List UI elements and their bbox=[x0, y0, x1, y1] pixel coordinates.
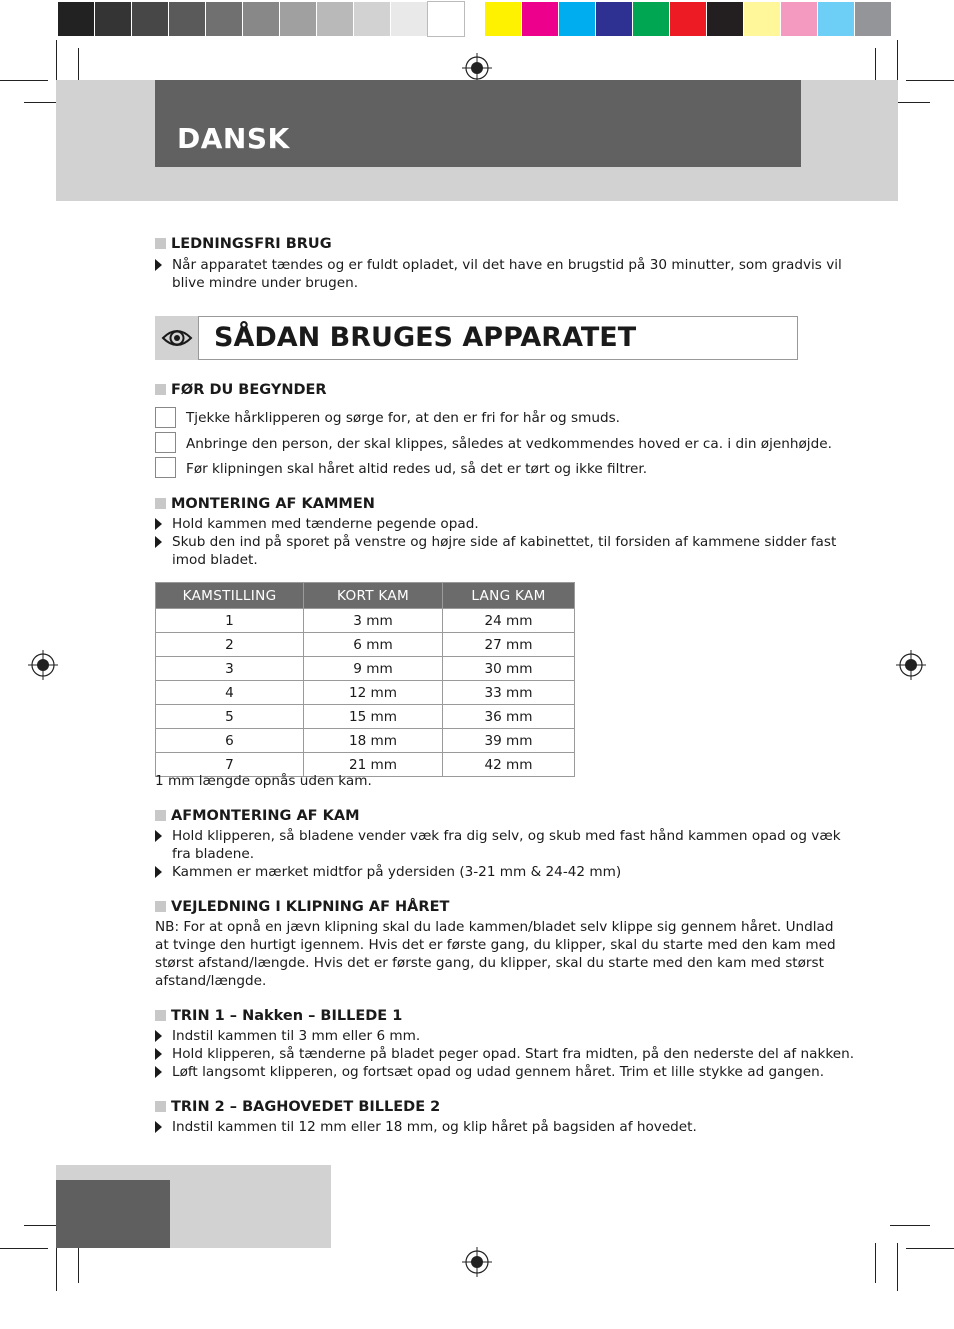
body-text: Hold kammen med tænderne pegende opad. bbox=[172, 516, 479, 532]
color-swatch bbox=[169, 2, 205, 36]
body-text: afstand/længde. bbox=[155, 973, 267, 989]
table-row bbox=[156, 729, 575, 753]
registration-mark-icon bbox=[896, 650, 926, 680]
table-cell: 6 bbox=[156, 729, 304, 753]
square-icon bbox=[155, 1101, 166, 1112]
color-swatch bbox=[317, 2, 353, 36]
crop-mark bbox=[78, 1243, 79, 1283]
body-text: størst afstand/længde. Hvis det er første gang, du klipper, skal du starte med den kam med størst bbox=[155, 955, 824, 971]
page-title: DANSK bbox=[177, 122, 290, 155]
crop-mark bbox=[56, 1243, 57, 1291]
arrow-bullet-icon bbox=[155, 866, 162, 878]
section-heading-mount bbox=[155, 496, 375, 512]
table-cell: 42 mm bbox=[443, 753, 575, 777]
checklist-item: Før klipningen skal håret altid redes ud, så det er tørt og ikke filtrer. bbox=[186, 461, 648, 477]
arrow-bullet-icon bbox=[155, 1121, 162, 1133]
color-swatch bbox=[707, 2, 743, 36]
column-header: LANG KAM bbox=[443, 583, 575, 609]
table-row bbox=[156, 633, 575, 657]
heading-text: FØR DU BEGYNDER bbox=[171, 382, 327, 398]
crop-mark bbox=[0, 80, 48, 81]
checkbox[interactable] bbox=[155, 432, 176, 453]
body-text: blive mindre under brugen. bbox=[172, 275, 359, 291]
color-swatch bbox=[243, 2, 279, 36]
usage-title: SÅDAN BRUGES APPARATET bbox=[214, 322, 637, 353]
table-cell: 6 mm bbox=[304, 633, 443, 657]
table-cell: 3 mm bbox=[304, 609, 443, 633]
table-cell: 36 mm bbox=[443, 705, 575, 729]
color-swatch bbox=[855, 2, 891, 36]
body-text: Indstil kammen til 3 mm eller 6 mm. bbox=[172, 1028, 421, 1044]
arrow-bullet-icon bbox=[155, 1030, 162, 1042]
heading-text: TRIN 1 – Nakken – BILLEDE 1 bbox=[171, 1008, 403, 1024]
crop-mark bbox=[897, 1243, 898, 1291]
section-heading-step2 bbox=[155, 1099, 440, 1115]
table-row bbox=[156, 657, 575, 681]
table-cell: 24 mm bbox=[443, 609, 575, 633]
table-note: 1 mm længde opnås uden kam. bbox=[155, 773, 372, 789]
color-swatch bbox=[428, 2, 464, 36]
crop-mark bbox=[0, 1248, 48, 1249]
footer-page-block bbox=[56, 1180, 170, 1248]
heading-text: AFMONTERING AF KAM bbox=[171, 808, 360, 824]
arrow-bullet-icon bbox=[155, 259, 162, 271]
table-cell: 2 bbox=[156, 633, 304, 657]
square-icon bbox=[155, 498, 166, 509]
color-swatch bbox=[781, 2, 817, 36]
color-swatch bbox=[391, 2, 427, 36]
table-cell: 21 mm bbox=[304, 753, 443, 777]
table-cell: 33 mm bbox=[443, 681, 575, 705]
color-swatch bbox=[633, 2, 669, 36]
table-cell: 1 bbox=[156, 609, 304, 633]
arrow-bullet-icon bbox=[155, 1066, 162, 1078]
table-cell: 7 bbox=[156, 753, 304, 777]
body-text: imod bladet. bbox=[172, 552, 258, 568]
arrow-bullet-icon bbox=[155, 536, 162, 548]
square-icon bbox=[155, 238, 166, 249]
color-swatch bbox=[485, 2, 521, 36]
table-cell: 12 mm bbox=[304, 681, 443, 705]
heading-text: TRIN 2 – BAGHOVEDET BILLEDE 2 bbox=[171, 1099, 441, 1115]
body-text: at tvinge den hurtigt igennem. Hvis det er første gang, du klipper, skal du starte med den kam med bbox=[155, 937, 836, 953]
table-row bbox=[156, 609, 575, 633]
table-cell: 4 bbox=[156, 681, 304, 705]
body-text: Indstil kammen til 12 mm eller 18 mm, og klip håret på bagsiden af hovedet. bbox=[172, 1119, 697, 1135]
table-row bbox=[156, 681, 575, 705]
crop-mark bbox=[875, 1243, 876, 1283]
square-icon bbox=[155, 810, 166, 821]
body-text: Hold klipperen, så bladene vender væk fra dig selv, og skub med fast hånd kammen opad og væk bbox=[172, 828, 841, 844]
table-header-row bbox=[156, 583, 575, 609]
usage-icon-box bbox=[155, 316, 199, 360]
table-cell: 15 mm bbox=[304, 705, 443, 729]
table-cell: 39 mm bbox=[443, 729, 575, 753]
section-heading-guide bbox=[155, 899, 449, 915]
color-swatch bbox=[559, 2, 595, 36]
color-swatch bbox=[744, 2, 780, 36]
section-heading-step1 bbox=[155, 1008, 402, 1024]
table-cell: 30 mm bbox=[443, 657, 575, 681]
comb-table bbox=[155, 582, 575, 777]
table-cell: 18 mm bbox=[304, 729, 443, 753]
table-cell: 3 bbox=[156, 657, 304, 681]
checklist-item: Tjekke hårklipperen og sørge for, at den er fri for hår og smuds. bbox=[186, 410, 620, 426]
arrow-bullet-icon bbox=[155, 1048, 162, 1060]
eye-icon bbox=[155, 316, 199, 360]
body-text: Løft langsomt klipperen, og fortsæt opad og udad gennem håret. Trim et lille stykke ad gangen. bbox=[172, 1064, 825, 1080]
color-swatch bbox=[58, 2, 94, 36]
section-heading-cordless bbox=[155, 236, 332, 252]
table-cell: 27 mm bbox=[443, 633, 575, 657]
heading-text: MONTERING AF KAMMEN bbox=[171, 496, 375, 512]
color-swatch bbox=[670, 2, 706, 36]
heading-text: VEJLEDNING I KLIPNING AF HÅRET bbox=[171, 899, 450, 915]
crop-mark bbox=[906, 80, 954, 81]
arrow-bullet-icon bbox=[155, 830, 162, 842]
body-text: NB: For at opnå en jævn klipning skal du lade kammen/bladet selv klippe sig gennem håret. Undlad bbox=[155, 919, 834, 935]
body-text: fra bladene. bbox=[172, 846, 255, 862]
table-row bbox=[156, 705, 575, 729]
color-swatch bbox=[354, 2, 390, 36]
color-swatch bbox=[95, 2, 131, 36]
column-header: KAMSTILLING bbox=[156, 583, 304, 609]
color-swatch bbox=[818, 2, 854, 36]
arrow-bullet-icon bbox=[155, 518, 162, 530]
section-heading-before bbox=[155, 382, 327, 398]
color-swatch bbox=[522, 2, 558, 36]
registration-mark-icon bbox=[462, 53, 492, 83]
registration-mark-icon bbox=[462, 1247, 492, 1277]
table-cell: 9 mm bbox=[304, 657, 443, 681]
heading-text: LEDNINGSFRI BRUG bbox=[171, 236, 332, 252]
checkbox[interactable] bbox=[155, 407, 176, 428]
body-text: Når apparatet tændes og er fuldt opladet, vil det have en brugstid på 30 minutter, som gradvis vil bbox=[172, 257, 842, 273]
checkbox[interactable] bbox=[155, 457, 176, 478]
color-swatch bbox=[132, 2, 168, 36]
registration-mark-icon bbox=[28, 650, 58, 680]
checklist-item: Anbringe den person, der skal klippes, således at vedkommendes hoved er ca. i din øjenhøjde. bbox=[186, 436, 832, 452]
square-icon bbox=[155, 901, 166, 912]
table-cell: 5 bbox=[156, 705, 304, 729]
crop-mark bbox=[906, 1248, 954, 1249]
color-swatch bbox=[280, 2, 316, 36]
body-text: Skub den ind på sporet på venstre og højre side af kabinettet, til forsiden af kammene sidder fast bbox=[172, 534, 837, 550]
color-swatch bbox=[206, 2, 242, 36]
crop-mark bbox=[890, 1225, 930, 1226]
column-header: KORT KAM bbox=[304, 583, 443, 609]
color-swatch bbox=[596, 2, 632, 36]
body-text: Hold klipperen, så tænderne på bladet peger opad. Start fra midten, på den nederste del af nakken. bbox=[172, 1046, 855, 1062]
square-icon bbox=[155, 384, 166, 395]
section-heading-unmount bbox=[155, 808, 360, 824]
body-text: Kammen er mærket midtfor på ydersiden (3-21 mm & 24-42 mm) bbox=[172, 864, 622, 880]
square-icon bbox=[155, 1010, 166, 1021]
